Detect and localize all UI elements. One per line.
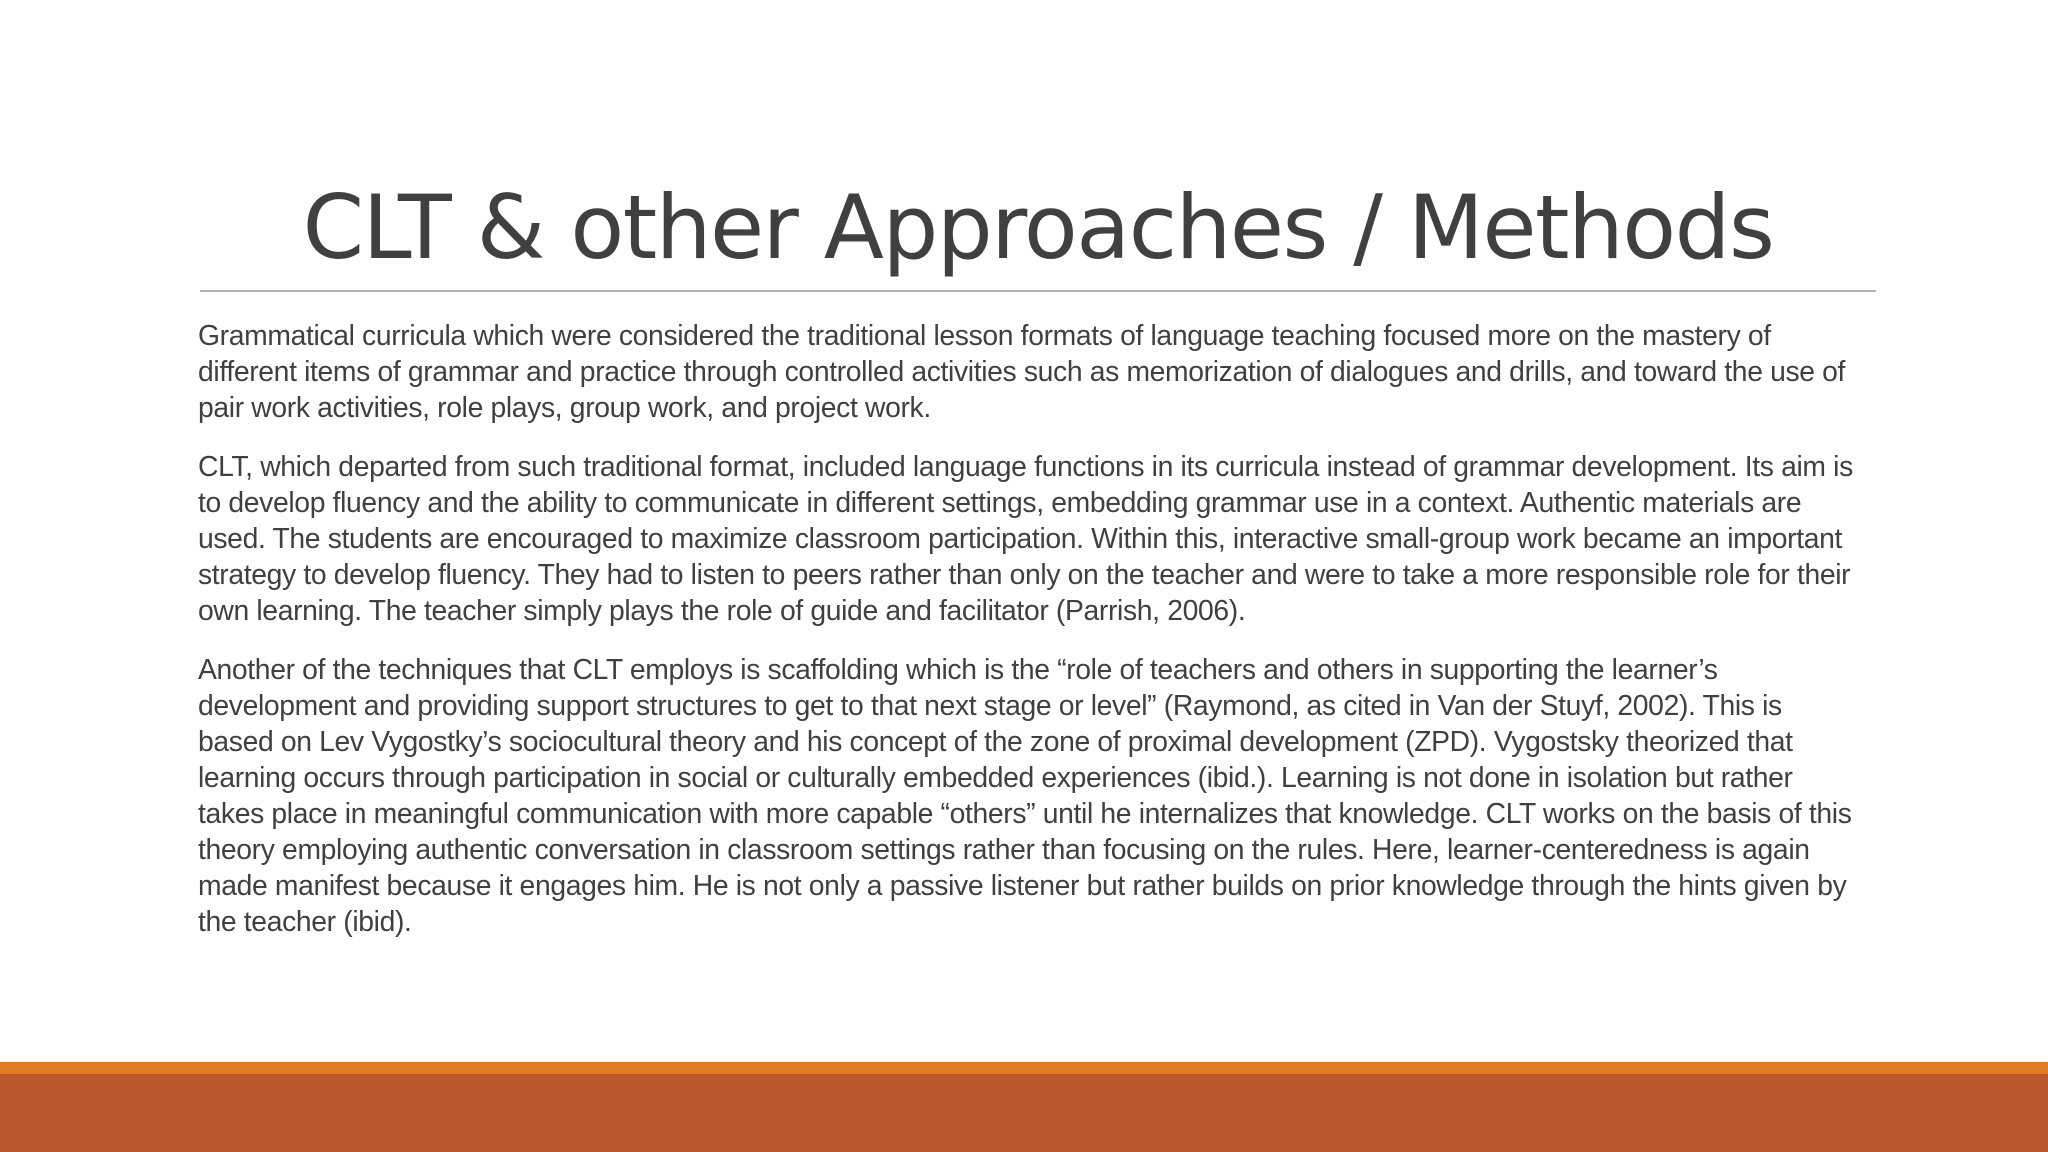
slide-title: CLT & other Approaches / Methods bbox=[302, 176, 1774, 279]
paragraph-grammatical-curricula: Grammatical curricula which were considered the traditional lesson formats of language teaching focused more on the mastery of different items of grammar and practice through controlled activities such as memorization of dialogues and drills, and toward the use of pair work activities, role plays, group work, and project work. bbox=[198, 319, 1846, 423]
title-divider bbox=[200, 290, 1876, 292]
footer-band bbox=[0, 1074, 2048, 1152]
footer-accent-stripe bbox=[0, 1062, 2048, 1074]
slide-body bbox=[198, 317, 1858, 962]
paragraph-clt-departure: CLT, which departed from such traditional format, included language functions in its curricula instead of grammar development. Its aim is to develop fluency and the ability to communicate in different settings, embedding grammar use in a context. Authentic materials are used. The students are encouraged to maximize classroom participation. Within this, interactive small-group work became an important strategy to develop fluency. They had to listen to peers rather than only on the teacher and were to take a more responsible role for their own learning. The teacher simply plays the role of guide and facilitator (Parrish, 2006). bbox=[198, 450, 1853, 626]
paragraph-scaffolding: Another of the techniques that CLT employs is scaffolding which is the “role of teachers and others in supporting the learner’s development and providing support structures to get to that next stage or level” (Raymond, as cited in Van der Stuyf, 2002). This is based on Lev Vygostky’s sociocultural theory and his concept of the zone of proximal development (ZPD). Vygostsky theorized that learning occurs through participation in social or culturally embedded experiences (ibid.). Learning is not done in isolation but rather takes place in meaningful communication with more capable “others” until he internalizes that knowledge. CLT works on the basis of this theory employing authentic conversation in classroom settings rather than focusing on the rules. Here, learner-centeredness is again made manifest because it engages him. He is not only a passive listener but rather builds on prior knowledge through the hints given by the teacher (ibid). bbox=[198, 653, 1852, 937]
